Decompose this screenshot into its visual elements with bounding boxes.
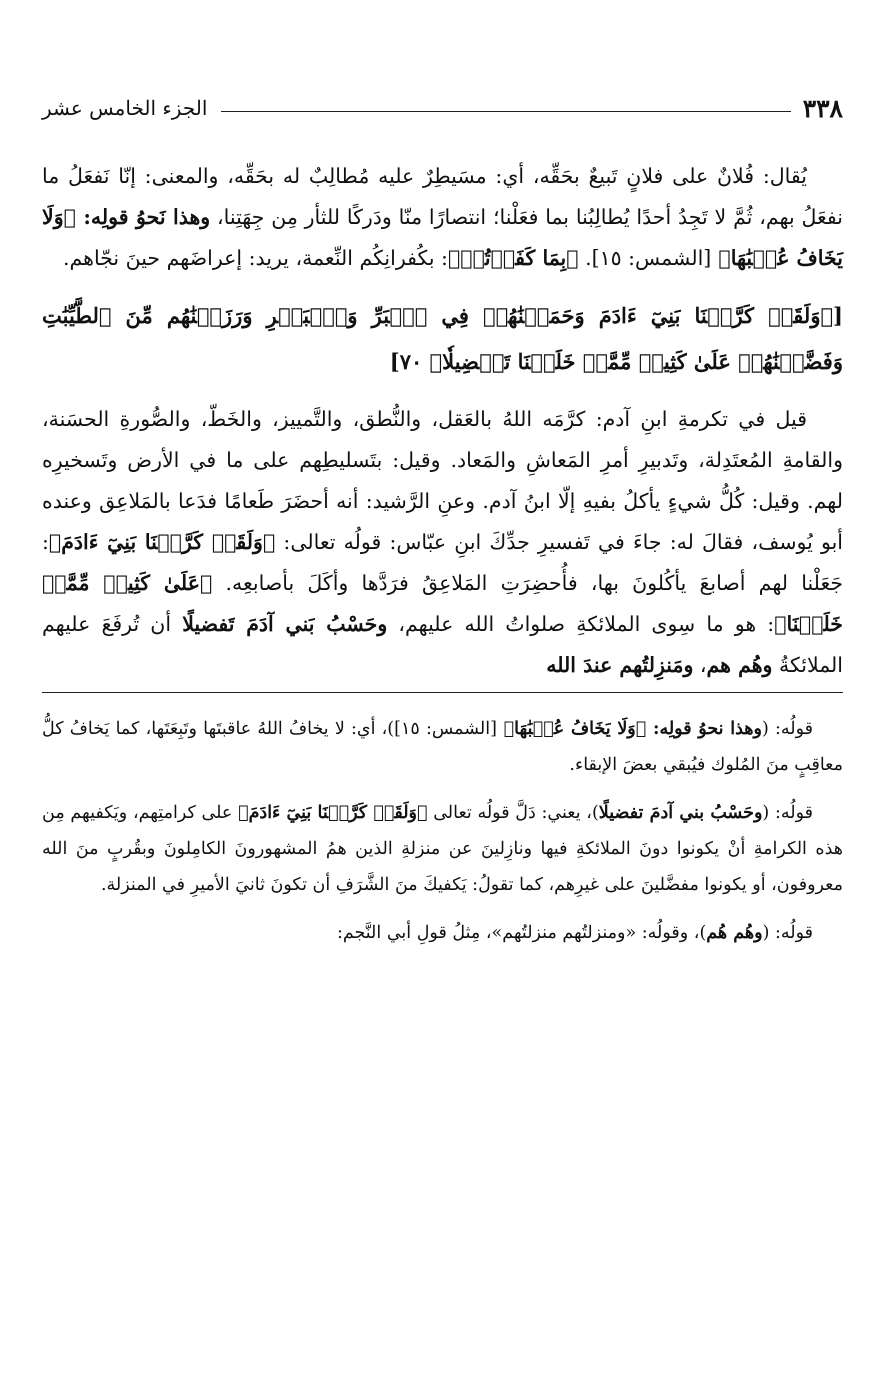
- footnote-3: [42, 915, 843, 951]
- verse-reference: [الشمس: ١٥].: [578, 246, 712, 270]
- footnotes: [42, 711, 843, 951]
- footnote-divider: [42, 692, 843, 693]
- footnote-1: [42, 711, 843, 783]
- text-span: [الشمس: ١٥])، أي: لا يخافُ اللهُ عاقبتَها وتَبِعَتَها، كما يَخافُ كلُّ معاقِبٍ منَ المُلوك فيُبقي بعضَ الإبقاء.: [42, 719, 843, 775]
- text-span: ،: [693, 653, 707, 677]
- quran-quote: ﴿بِمَا كَفَرۡتُمۡ﴾: [447, 246, 579, 270]
- text-span: قولُه: (: [761, 719, 813, 739]
- text-span: قولُه: (: [762, 923, 813, 943]
- text-span: على كرامتِهم، ويَكفيهم مِن هذه الكرامةِ أنْ يكونوا دونَ الملائكةِ فيها ونازِلينَ عن منزلةِ الذين همُ المشهورونَ الكامِلونَ وبقُربٍ منَ الله معروفون، أو يكونوا مفضَّلينَ على غيرِهم، كما تقولُ: يَكفيكَ منَ الشَّرَفِ أن تكونَ ثانيَ الأميرِ في المنزلة.: [42, 803, 843, 895]
- bold-phrase: ومَنزِلتُهم عندَ الله: [546, 653, 694, 677]
- text-span: أن تُرفَعَ عليهم الملائكةُ: [42, 612, 843, 677]
- bold-phrase: وحَسْبُ بَني آدَمَ تَفضيلًا: [182, 612, 388, 636]
- header-rule: [221, 111, 790, 112]
- quran-quote: ﴿وَلَا يَخَافُ عُقۡبَٰهَا﴾: [496, 719, 653, 739]
- bold-phrase: وهُم هُم: [706, 923, 763, 943]
- text-span: قولُه: (: [762, 803, 813, 823]
- bold-phrase: وهُم هم: [706, 653, 773, 677]
- page-number: ٣٣٨: [802, 93, 843, 123]
- bold-phrase: وحَسْبُ بني آدمَ تفضيلًا: [598, 803, 763, 823]
- footnote-2: [42, 795, 843, 903]
- commentary-paragraph-1: [42, 156, 843, 279]
- bold-phrase: وهذا نَحوُ قولِه:: [83, 205, 211, 229]
- commentary-paragraph-2: [42, 399, 843, 686]
- main-text: [42, 156, 843, 686]
- quran-quote: ﴿وَلَا يَخَافُ عُقۡبَٰهَا﴾: [42, 205, 843, 270]
- bold-phrase: وهذا نحوُ قولِه:: [652, 719, 762, 739]
- text-span: : جَعَلْنا لهم أصابعَ يأكُلونَ بها، فأُحضِرَتِ المَلاعِقُ فرَدَّها وأكَلَ بأصابعِه.: [42, 530, 844, 595]
- running-header: [42, 88, 843, 128]
- volume-title: الجزء الخامس عشر: [42, 96, 208, 120]
- text-span: يُقال: فُلانٌ على فلانٍ تَبيعٌ بحَقِّه، أي: مسَيطِرٌ عليه مُطالِبٌ له بحَقِّه، والمعنى: إنّا نَفعَلُ ما نفعَلُ بهم، ثُمَّ لا تَجِدُ أحدًا يُطالِبُنا بما فعَلْنا؛ انتصارًا منّا ودَركًا للثأر مِن جِهَتِنا،: [42, 164, 844, 229]
- quran-verse-block: [﴿وَلَقَدۡ كَرَّمۡنَا بَنِيٓ ءَادَمَ وَحَمَلۡنَٰهُمۡ فِي ٱلۡبَرِّ وَٱلۡبَحۡرِ وَرَزَقۡنَٰهُم مِّنَ ٱلطَّيِّبَٰتِ وَفَضَّلۡنَٰهُمۡ عَلَىٰ كَثِيرٖ مِّمَّنۡ خَلَقۡنَا تَفۡضِيلٗا﴾ ٧٠]: [42, 303, 843, 374]
- book-page: [42, 88, 843, 963]
- quran-quote: ﴿وَلَقَدۡ كَرَّمۡنَا بَنِيٓ ءَادَمَ﴾: [48, 530, 276, 554]
- text-span: )، وقولُه: «ومنزلتُهم منزلتُهم»، مِثلُ قولِ أبي النَّجم:: [336, 923, 707, 943]
- text-span: )، يعني: دَلَّ قولُه تعالى: [427, 803, 599, 823]
- quran-quote: ﴿وَلَقَدۡ كَرَّمۡنَا بَنِيٓ ءَادَمَ﴾: [238, 803, 428, 823]
- text-span: قيل في تكرمةِ ابنِ آدم: كرَّمَه اللهُ بالعَقل، والنُّطق، والتَّمييز، والخَطّ، والصُّورةِ الحسَنة، والقامةِ المُعتَدِلة، وتَدبيرِ أمرِ المَعاشِ والمَعاد. وقيل: بتَسليطِهم على ما في الأرض وتَسخيرِه لهم. وقيل: كُلُّ شيءٍ يأكلُ بفيهِ إلّا ابنُ آدم. وعنِ الرَّشيد: أنه أحضَرَ طَعامًا فدَعا بالمَلاعِق وعنده أبو يُوسف، فقالَ له: جاءَ في تَفسيرِ جدِّكَ ابنِ عبّاس: قولُه تعالى:: [42, 407, 843, 554]
- text-span: : بكُفرانِكُم النِّعمة، يريد: إعراضَهم حينَ نجّاهم.: [62, 246, 448, 270]
- quran-quote: ﴿عَلَىٰ كَثِيرٖ مِّمَّنۡ خَلَقۡنَا﴾: [42, 571, 843, 636]
- text-span: : هو ما سِوى الملائكةِ صلواتُ الله عليهم،: [387, 612, 775, 636]
